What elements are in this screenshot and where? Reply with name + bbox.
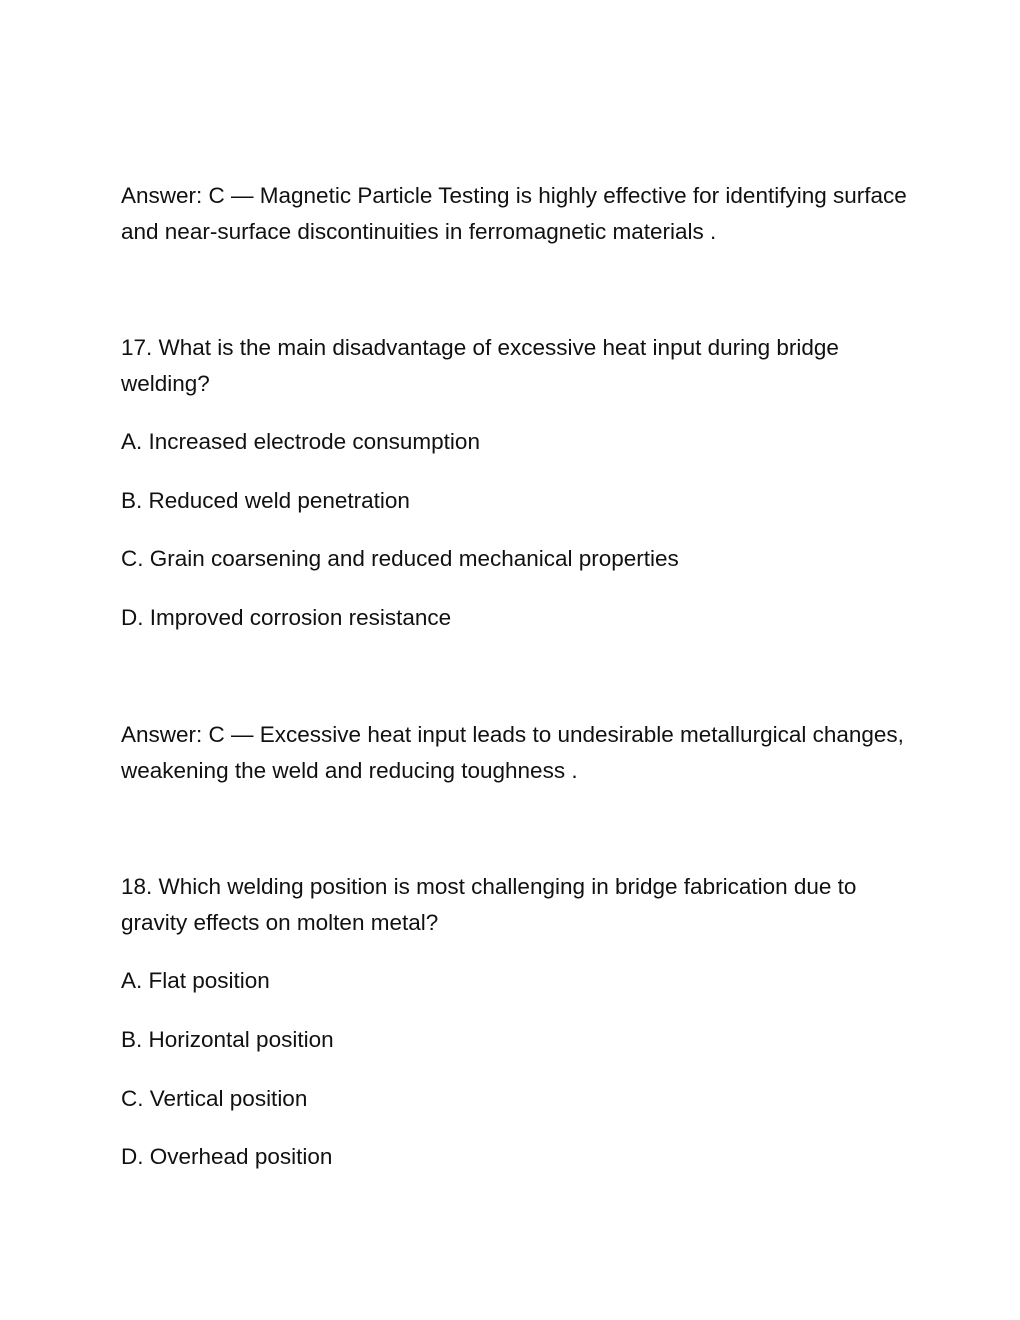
- question-18-option-d: D. Overhead position: [121, 1144, 333, 1169]
- question-18-option-a: A. Flat position: [121, 968, 270, 993]
- question-17-text: 17. What is the main disadvantage of excessive heat input during bridge welding?: [121, 335, 839, 396]
- answer-16-text: Answer: C — Magnetic Particle Testing is highly effective for identifying surface and near-surface discontinuities in ferromagnetic materials .: [121, 183, 907, 244]
- question-17-option-d: D. Improved corrosion resistance: [121, 605, 452, 630]
- question-17-option-b: B. Reduced weld penetration: [121, 488, 410, 513]
- question-17-option-a: A. Increased electrode consumption: [121, 429, 480, 454]
- question-17-option-c: C. Grain coarsening and reduced mechanical properties: [121, 546, 679, 571]
- question-18-option-c: C. Vertical position: [121, 1086, 308, 1111]
- question-18-option-b: B. Horizontal position: [121, 1027, 334, 1052]
- answer-17-text: Answer: C — Excessive heat input leads to undesirable metallurgical changes, weakening the weld and reducing toughness .: [121, 722, 904, 783]
- question-18-text: 18. Which welding position is most challenging in bridge fabrication due to gravity effects on molten metal?: [121, 874, 857, 935]
